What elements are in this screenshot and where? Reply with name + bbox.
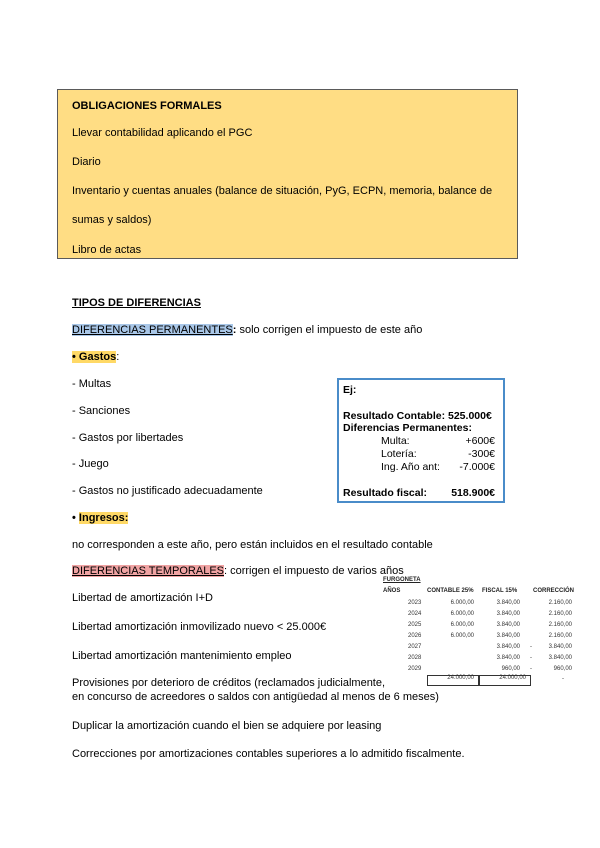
fiscal-cell: 3.840,00 <box>496 611 520 617</box>
obligaciones-item: sumas y saldos) <box>72 214 152 226</box>
example-title: Ej: <box>343 384 357 396</box>
ingresos-text: no corresponden a este año, pero están incluidos en el resultado contable <box>72 539 433 551</box>
sign-cell: - <box>530 655 532 661</box>
permanentes-label: DIFERENCIAS PERMANENTES <box>72 324 233 336</box>
total-contable: 24.000,00 <box>447 675 474 681</box>
obligaciones-box <box>57 89 518 259</box>
temporales-item: en concurso de acreedores o saldos con antigüedad al menos de 6 meses) <box>72 691 439 703</box>
corr-cell: 2.160,00 <box>548 600 572 606</box>
contable-cell: 6.000,00 <box>450 611 474 617</box>
obligaciones-item: Inventario y cuentas anuales (balance de situación, PyG, ECPN, memoria, balance de <box>72 185 493 197</box>
fiscal-cell: 3.840,00 <box>496 644 520 650</box>
year-cell: 2028 <box>408 655 422 661</box>
fiscal-cell: 3.840,00 <box>496 655 520 661</box>
permanentes-line <box>72 324 422 336</box>
contable-cell: 6.000,00 <box>450 633 474 639</box>
ingresos-heading <box>72 512 128 524</box>
obligaciones-item: Llevar contabilidad aplicando el PGC <box>72 127 253 139</box>
year-cell: 2029 <box>408 666 422 672</box>
corr-cell: 2.160,00 <box>548 633 572 639</box>
permanentes-text: solo corrigen el impuesto de este año <box>236 324 423 336</box>
year-cell: 2027 <box>408 644 422 650</box>
example-row-value: -7.000€ <box>459 461 495 473</box>
example-box <box>337 378 505 503</box>
gastos-item: - Multas <box>72 378 112 390</box>
temporales-item: Provisiones por deterioro de créditos (reclamados judicialmente, <box>72 677 386 689</box>
dif-permanentes: Diferencias Permanentes: <box>343 422 472 434</box>
gastos-item: - Gastos no justificado adecuadamente <box>72 485 263 497</box>
example-row-label: Lotería: <box>381 448 417 460</box>
gastos-item: - Gastos por libertades <box>72 432 184 444</box>
ingresos-label: Ingresos: <box>78 512 129 524</box>
fiscal-cell: 960,00 <box>501 666 520 672</box>
example-row-value: -300€ <box>468 448 495 460</box>
permanentes-colon: : <box>232 324 237 336</box>
year-cell: 2024 <box>408 611 422 617</box>
year-cell: 2023 <box>408 600 422 606</box>
obligaciones-item: Libro de actas <box>72 244 142 256</box>
temporales-text: : corrigen el impuesto de varios años <box>224 565 404 577</box>
corr-cell: 3.840,00 <box>548 644 572 650</box>
temporales-item: Libertad amortización inmovilizado nuevo < 25.000€ <box>72 621 327 633</box>
contable-cell: 6.000,00 <box>450 600 474 606</box>
gastos-heading <box>72 351 119 363</box>
furgoneta-header: CONTABLE 25% <box>427 588 474 594</box>
fiscal-cell: 3.840,00 <box>496 633 520 639</box>
furgoneta-header: FISCAL 15% <box>482 588 518 594</box>
gastos-item: - Sanciones <box>72 405 131 417</box>
contable-cell: 6.000,00 <box>450 622 474 628</box>
temporales-label: DIFERENCIAS TEMPORALES <box>72 565 224 577</box>
corr-cell: 960,00 <box>553 666 572 672</box>
ingresos-bullet: • <box>72 512 79 524</box>
sign-cell: - <box>530 644 532 650</box>
furgoneta-title: FURGONETA <box>383 577 421 583</box>
corr-cell: 2.160,00 <box>548 622 572 628</box>
resultado-fiscal-label: Resultado fiscal: <box>343 487 428 499</box>
resultado-contable: Resultado Contable: 525.000€ <box>343 410 492 422</box>
corr-cell: 2.160,00 <box>548 611 572 617</box>
temporales-line <box>72 565 404 577</box>
temporales-item: Libertad amortización mantenimiento empleo <box>72 650 292 662</box>
gastos-colon: : <box>116 351 120 363</box>
example-row-label: Ing. Año ant: <box>381 461 440 473</box>
total-fiscal: 24.000,00 <box>499 675 526 681</box>
resultado-fiscal-value: 518.900€ <box>451 487 495 499</box>
total-corr: - <box>562 676 564 682</box>
fiscal-cell: 3.840,00 <box>496 622 520 628</box>
gastos-label: • Gastos <box>72 351 117 363</box>
corr-cell: 3.840,00 <box>548 655 572 661</box>
year-cell: 2025 <box>408 622 422 628</box>
temporales-item: Duplicar la amortización cuando el bien se adquiere por leasing <box>72 720 382 732</box>
year-cell: 2026 <box>408 633 422 639</box>
temporales-item: Correcciones por amortizaciones contables superiores a lo admitido fiscalmente. <box>72 748 465 760</box>
obligaciones-item: Diario <box>72 156 101 168</box>
gastos-item: - Juego <box>72 458 109 470</box>
fiscal-cell: 3.840,00 <box>496 600 520 606</box>
example-row-label: Multa: <box>381 435 410 447</box>
furgoneta-header: AÑOS <box>383 588 401 594</box>
example-row-value: +600€ <box>465 435 495 447</box>
sign-cell: - <box>530 666 532 672</box>
temporales-item: Libertad de amortización I+D <box>72 592 213 604</box>
obligaciones-title: OBLIGACIONES FORMALES <box>72 100 222 112</box>
furgoneta-header: CORRECCIÓN <box>533 588 575 594</box>
tipos-title: TIPOS DE DIFERENCIAS <box>72 297 201 309</box>
